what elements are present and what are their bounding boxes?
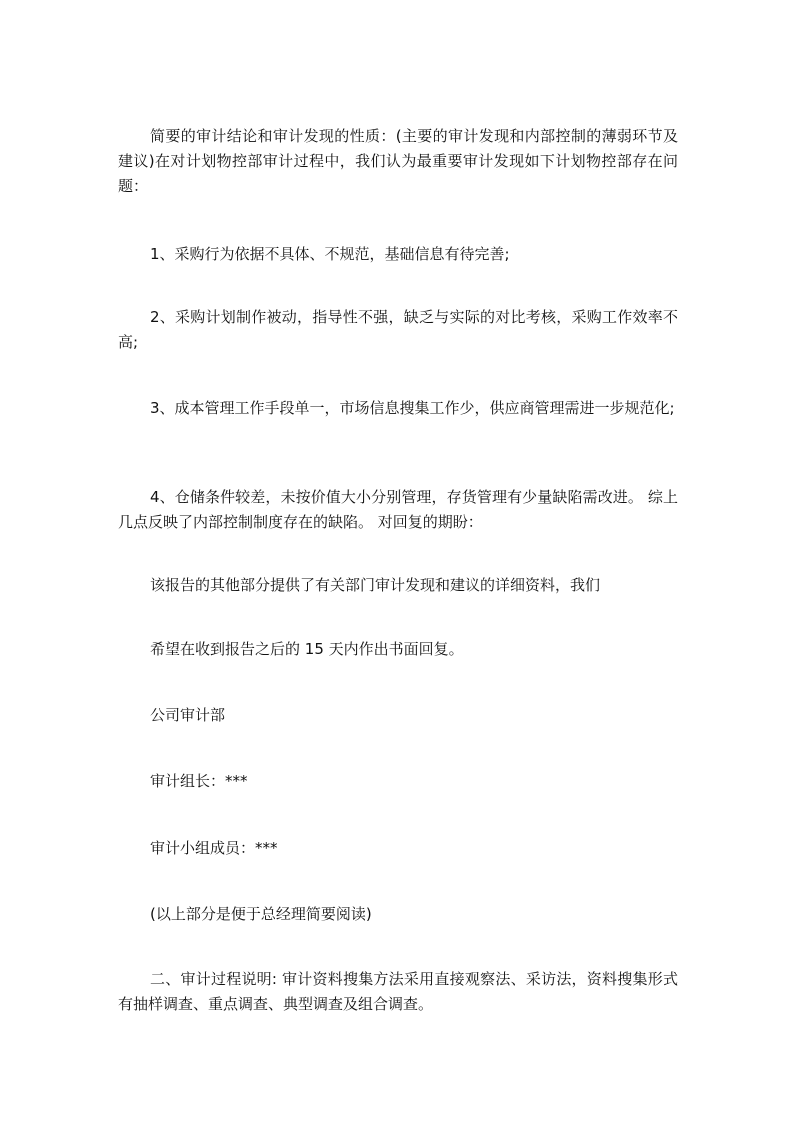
issue-4-paragraph: 4、仓储条件较差，未按价值大小分别管理，存货管理有少量缺陷需改进。 综上几点反映了内部控制制度存在的缺陷。 对回复的期盼： [118, 488, 678, 531]
reply-request-line: 希望在收到报告之后的 15 天内作出书面回复。 [150, 640, 464, 658]
audit-members-line: 审计小组成员：*** [150, 839, 278, 857]
issue-2-paragraph: 2、采购计划制作被动，指导性不强，缺乏与实际的对比考核，采购工作效率不高; [118, 308, 678, 351]
audit-process-paragraph: 二、审计过程说明: 审计资料搜集方法采用直接观察法、采访法，资料搜集形式有抽样调查、重点调查、典型调查及组合调查。 [118, 970, 678, 1013]
reading-note-line: (以上部分是便于总经理简要阅读) [150, 905, 372, 923]
issue-1-paragraph: 1、采购行为依据不具体、不规范，基础信息有待完善; [150, 245, 510, 263]
summary-paragraph: 简要的审计结论和审计发现的性质：(主要的审计发现和内部控制的薄弱环节及建议)在对计划物控部审计过程中，我们认为最重要审计发现如下计划物控部存在问题： [118, 127, 678, 195]
issue-3-paragraph: 3、成本管理工作手段单一，市场信息搜集工作少，供应商管理需进一步规范化; [150, 399, 675, 417]
report-details-line: 该报告的其他部分提供了有关部门审计发现和建议的详细资料，我们 [150, 576, 601, 594]
audit-leader-line: 审计组长：*** [150, 772, 248, 790]
department-line: 公司审计部 [150, 706, 226, 724]
